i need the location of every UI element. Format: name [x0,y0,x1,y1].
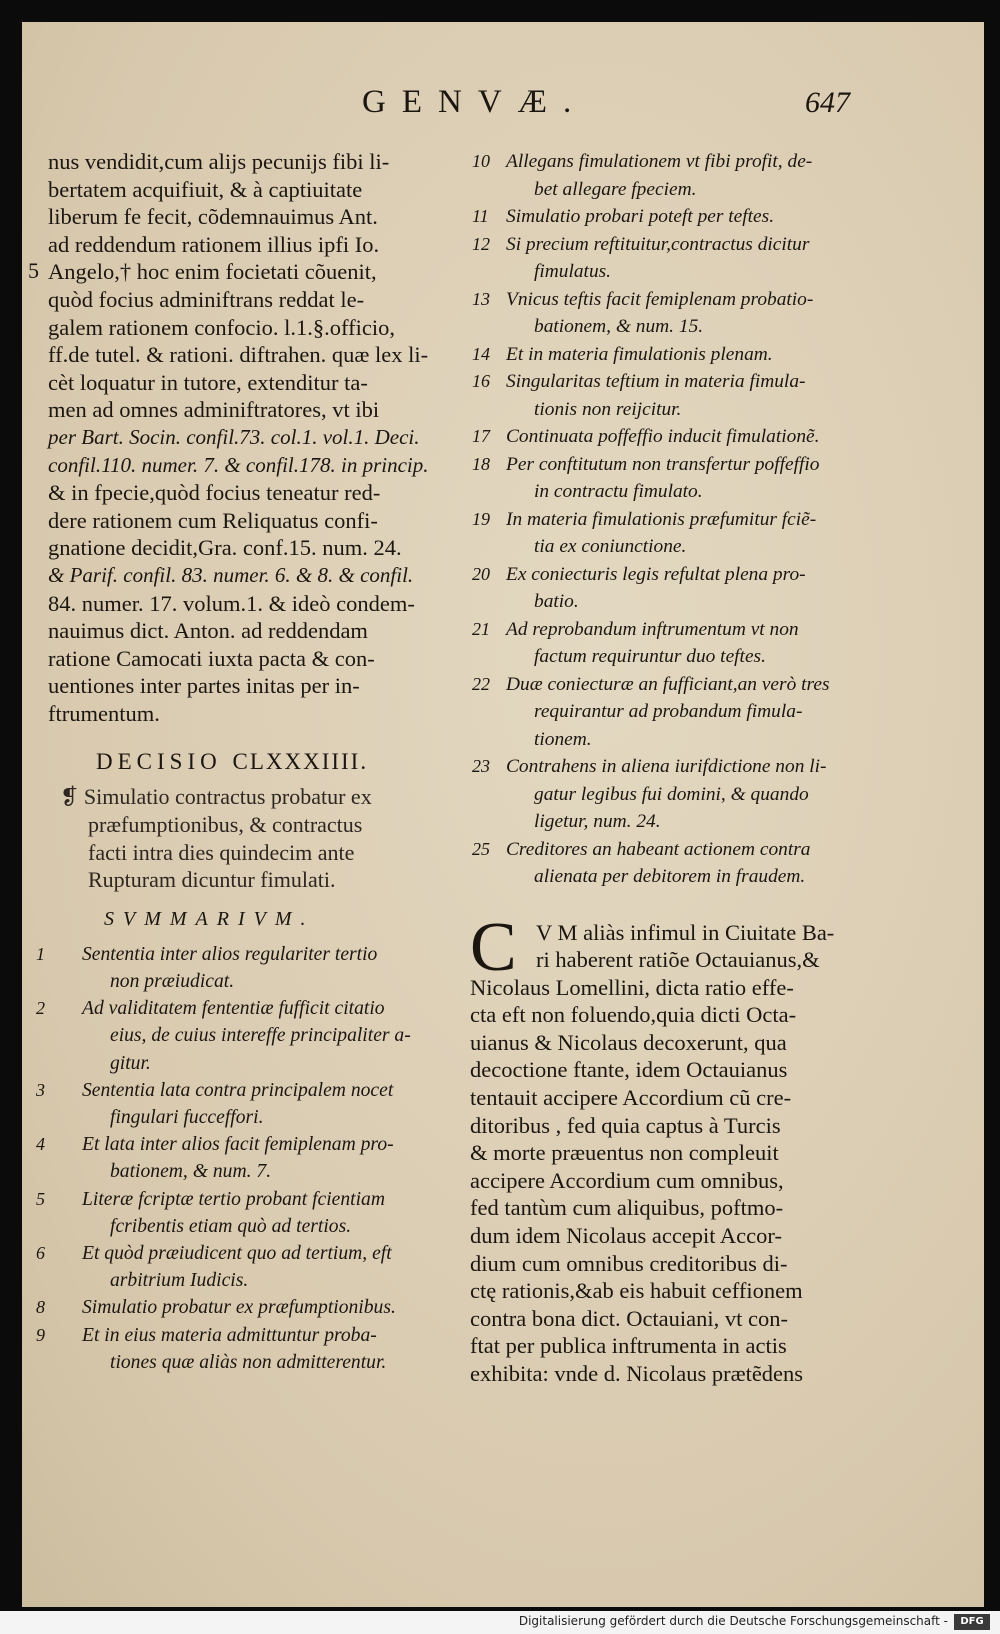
item-line: tiones quæ aliàs non admitterentur. [110,1351,387,1373]
page-number: 647 [805,86,850,119]
summarium-item [470,286,870,341]
item-number: 13 [472,288,490,309]
decisio-heading [48,749,452,775]
text-line: bertatem acquifiuit, & à captiuitate [48,176,363,202]
summarium-item [36,1322,452,1376]
item-number: 17 [472,426,490,446]
text-line: & in fpecie,quòd focius teneatur red- [48,480,381,506]
summarium-item [36,1240,452,1294]
item-line: fcribentis etiam quò ad tertios. [110,1215,352,1237]
item-number: 8 [36,1297,45,1318]
text-line: decoctione ftante, idem Octauianus [470,1057,788,1083]
summary-line: Rupturam dicuntur fimulati. [88,867,336,893]
text-line: galem rationem confocio. l.1.§.officio, [48,314,395,340]
summarium-item [470,451,870,506]
text-line: 84. numer. 17. volum.1. & ideò condem- [48,590,415,616]
decisio-body [470,908,870,1388]
item-line: in contractu fimulato. [534,481,703,502]
right-column [470,148,870,1388]
item-number: 2 [36,998,45,1019]
item-line: Per conftitutum non transfertur poffeffio [506,453,820,475]
item-line: requirantur ad probandum fimula- [534,701,803,722]
text-line: ratione Camocati iuxta pacta & con- [48,645,375,671]
text-line: gnatione decidit,Gra. conf.15. num. 24. [48,535,402,561]
summarium-item [470,671,870,754]
item-number: 12 [472,233,490,254]
item-number: 18 [472,453,490,474]
item-number: 23 [472,756,490,776]
summarium-item [470,368,870,423]
text-line: dum idem Nicolaus accepit Accor- [470,1223,782,1249]
text-line: nus vendidit,cum alijs pecunijs fibi li- [48,149,390,174]
item-line: Simulatio probatur ex præfumptionibus. [82,1297,396,1319]
summarium-list-continued [470,148,870,891]
summary-line: præfumptionibus, & contractus [88,812,363,838]
running-title: GENVÆ. [362,84,588,120]
summarium-item [470,148,870,203]
text-line: dium cum omnibus creditoribus di- [470,1250,788,1276]
item-number: 4 [36,1134,45,1155]
item-line: eius, de cuius intereffe principaliter a- [110,1025,411,1047]
item-line: Et in eius materia admittuntur proba- [82,1324,377,1346]
text-line: ctę rationis,&ab eis habuit ceffionem [470,1278,803,1304]
margin-number: 5 [28,258,39,283]
item-line: Et quòd præiudicent quo ad tertium, eft [82,1243,392,1265]
summarium-item [470,836,870,891]
summarium-item [470,616,870,671]
decisio-label: DECISIO [96,749,222,775]
item-line: bet allegare fpeciem. [534,178,697,200]
item-line: arbitrium Iudicis. [110,1270,249,1292]
text-line: & Parif. confil. 83. numer. 6. & 8. & confil. [48,562,414,587]
text-line: accipere Accordium cum omnibus, [470,1167,784,1193]
item-line: tia ex coniunctione. [534,536,687,557]
summarium-item [36,1294,452,1321]
item-number: 1 [36,943,45,964]
left-body-text [28,148,452,727]
text-line: ditoribus , fed quia captus à Turcis [470,1112,781,1138]
item-line: Sententia lata contra principalem nocet [82,1079,394,1101]
summarium-heading: SVMMARIVM. [104,907,315,930]
summarium-item [36,995,452,1077]
text-line: uianus & Nicolaus decoxerunt, qua [470,1029,787,1055]
summarium-item [36,1131,452,1185]
item-line: Allegans fimulationem vt fibi profit, de- [506,151,813,172]
text-line: ad reddendum rationem illius ipfi Io. [48,231,380,257]
text-line: V M aliàs infimul in Ciuitate Ba- [536,919,835,945]
summarium-item [470,341,870,369]
item-number: 21 [472,618,490,639]
summarium-item [36,1186,452,1240]
text-line: cèt loquatur in tutore, extenditur ta- [48,369,368,395]
item-line: Ad validitatem fententiæ fufficit citatio [82,998,385,1020]
text-line: per Bart. Socin. confil.73. col.1. vol.1. Deci. [48,424,420,449]
item-line: Ex coniecturis legis refultat plena pro- [506,563,806,585]
item-line: Contrahens in aliena iurifdictione non li- [506,756,827,777]
summary-line: ❡ Simulatio contractus probatur ex [60,784,372,810]
text-line: ff.de tutel. & rationi. diftrahen. quæ lex li- [48,342,429,368]
item-number: 19 [472,508,490,529]
item-line: factum requiruntur duo teftes. [534,646,766,667]
item-line: Et lata inter alios facit femiplenam pro- [82,1134,394,1156]
text-line: men ad omnes adminiftratores, vt ibi [48,397,380,423]
item-line: batio. [534,591,579,612]
summarium-item [470,231,870,286]
footer-bar [0,1611,1000,1634]
item-number: 9 [36,1324,45,1345]
text-line: ftrumentum. [48,700,160,726]
item-line: non præiudicat. [110,971,235,993]
summarium-item [470,561,870,616]
item-number: 10 [472,151,490,171]
item-line: Creditores an habeant actionem contra [506,838,811,860]
text-line: Angelo,† hoc enim focietati cõuenit, [48,259,377,285]
item-line: Duæ coniecturæ an fufficiant,an verò tres [506,673,830,695]
item-line: Literæ fcriptæ tertio probant fcientiam [82,1188,385,1210]
text-line: fed tantùm cum aliquibus, poftmo- [470,1195,784,1221]
decisio-summary [48,783,452,893]
item-line: Singularitas teftium in materia fimula- [506,371,806,392]
item-line: gitur. [110,1052,151,1074]
text-line: confil.110. numer. 7. & confil.178. in princip. [48,452,429,477]
item-number: 14 [472,343,490,364]
text-line: tentauit accipere Accordium cũ cre- [470,1085,792,1111]
scanned-page [22,22,984,1607]
item-number: 22 [472,673,490,694]
summarium-item [36,941,452,995]
summarium-item [470,203,870,231]
item-number: 5 [36,1188,45,1209]
funding-credit: Digitalisierung gefördert durch die Deutsche Forschungsgemeinschaft - [518,1614,948,1628]
text-line: quòd focius adminiftrans reddat le- [48,286,365,312]
item-line: fimulatus. [534,261,612,282]
summarium-item [36,1077,452,1131]
text-line: uentiones inter partes initas per in- [48,673,360,699]
item-line: bationem, & num. 7. [110,1161,272,1183]
text-line: exhibita: vnde d. Nicolaus prætẽdens [470,1361,804,1386]
summarium-item [470,506,870,561]
text-line: liberum fe fecit, cõdemnauimus Ant. [48,204,378,230]
drop-cap: C [470,908,517,986]
item-number: 20 [472,563,490,584]
text-line: cta eft non foluendo,quia dicti Octa- [470,1002,797,1028]
summarium-item [470,753,870,836]
item-line: Continuata poffeffio inducit fimulationẽ. [506,426,820,447]
item-line: ligetur, num. 24. [534,811,661,832]
text-line: ftat per publica inftrumenta in actis [470,1333,787,1359]
item-line: tionis non reijcitur. [534,398,682,420]
item-number: 3 [36,1079,45,1100]
item-line: Vnicus teftis facit femiplenam probatio- [506,288,814,310]
item-line: alienata per debitorem in fraudem. [534,866,806,887]
left-column [28,148,452,1376]
item-number: 25 [472,838,490,859]
item-line: Si precium reftituitur,contractus dicitur [506,233,810,255]
item-number: 6 [36,1243,45,1264]
text-line: nauimus dict. Anton. ad reddendam [48,618,368,644]
item-line: Simulatio probari poteft per teftes. [506,206,775,227]
item-line: bationem, & num. 15. [534,316,704,337]
item-line: gatur legibus fui domini, & quando [534,783,809,805]
text-line: Nicolaus Lomellini, dicta ratio effe- [470,974,794,1000]
text-line: & morte præuentus non compleuit [470,1140,779,1166]
text-line: dere rationem cum Reliquatus confi- [48,507,378,533]
running-head [22,84,984,124]
summary-line: facti intra dies quindecim ante [88,839,355,865]
item-line: Sententia inter alios regulariter tertio [82,943,378,965]
item-line: Et in materia fimulationis plenam. [506,343,773,365]
text-line: ri haberent ratiõe Octauianus,& [536,947,820,973]
decisio-number: CLXXXIIII. [232,749,369,775]
item-line: tionem. [534,728,592,750]
item-line: fingulari fucceffori. [110,1107,264,1129]
summarium-list [36,941,452,1376]
item-line: In materia fimulationis præfumitur fciẽ- [506,508,817,530]
dfg-logo-icon: DFG [954,1614,990,1630]
item-number: 11 [472,206,489,226]
item-number: 16 [472,371,490,391]
summarium-item [470,423,870,451]
item-line: Ad reprobandum inftrumentum vt non [506,618,799,640]
text-line: contra bona dict. Octauiani, vt con- [470,1305,789,1331]
